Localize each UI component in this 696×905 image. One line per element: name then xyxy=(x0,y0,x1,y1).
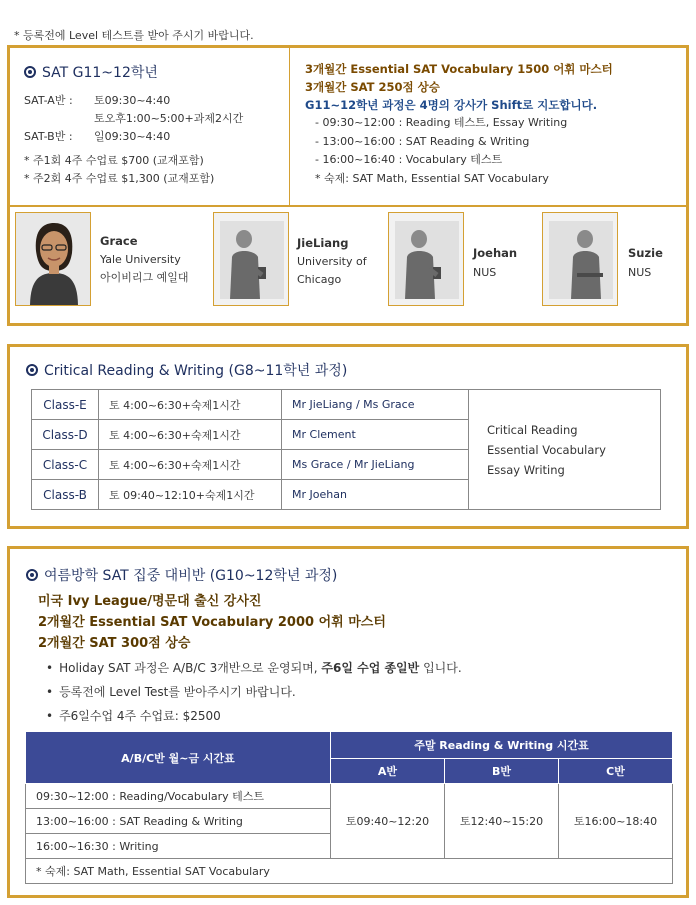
highlight-line: 2개월간 Essential SAT Vocabulary 2000 어휘 마스터 xyxy=(38,615,386,630)
class-time: 토 4:00~6:30+숙제1시간 xyxy=(99,390,282,420)
circle-bullet-icon xyxy=(24,66,36,78)
weekday-slot: 16:00~16:30 : Writing xyxy=(26,834,331,859)
table-row xyxy=(32,390,661,420)
subject-line: Critical Reading xyxy=(487,422,578,437)
class-name: Class-C xyxy=(32,450,99,480)
teacher-grace xyxy=(15,212,91,306)
table-header-row xyxy=(26,732,673,759)
class-b-time: 토12:40~15:20 xyxy=(445,784,559,859)
summer-title xyxy=(26,565,337,585)
schedule-row xyxy=(24,128,275,146)
schedule-value: 토오후1:00~5:00+과제2시간 xyxy=(94,112,244,125)
teacher-photo xyxy=(213,212,289,306)
highlight-line: 미국 Ivy League/명문대 출신 강사진 xyxy=(38,594,262,609)
list-item: - 09:30~12:00 : Reading 테스트, Essay Writing xyxy=(315,116,568,129)
class-teacher: Mr JieLiang / Ms Grace xyxy=(282,390,469,420)
fee-line: * 주1회 4주 수업료 $700 (교재포함) xyxy=(24,154,204,167)
schedule-row xyxy=(24,92,275,110)
schedule-label: SAT-A반 : xyxy=(24,94,73,107)
list-item xyxy=(46,656,462,680)
teacher-info xyxy=(100,251,189,287)
highlight-line: 3개월간 SAT 250점 상승 xyxy=(305,80,440,94)
circle-bullet-icon xyxy=(26,569,38,581)
teacher-info xyxy=(473,264,496,282)
grace-photo-icon xyxy=(16,213,91,306)
person-silhouette-icon xyxy=(543,213,618,306)
bullet-text: 등록전에 Level Test를 받아주시기 바랍니다. xyxy=(59,685,296,699)
dot-icon: • xyxy=(46,709,54,723)
sat-schedule xyxy=(24,92,275,146)
class-teacher: Ms Grace / Mr JieLiang xyxy=(282,450,469,480)
teacher-info xyxy=(628,264,651,282)
weekday-header: A/B/C반 월~금 시간표 xyxy=(26,732,331,784)
critical-reading-panel xyxy=(7,344,689,529)
list-item xyxy=(46,704,462,728)
list-item: - 16:00~16:40 : Vocabulary 테스트 xyxy=(315,153,503,166)
class-name: Class-B xyxy=(32,480,99,510)
class-a-header: A반 xyxy=(331,759,445,784)
sat-fees xyxy=(24,152,275,188)
schedule-label: SAT-B반 : xyxy=(24,130,73,143)
crw-title xyxy=(26,360,347,380)
crw-title-text: Critical Reading & Writing (G8~11학년 과정) xyxy=(44,363,348,379)
teacher-info-line: Yale University xyxy=(100,253,181,266)
class-b-header: B반 xyxy=(445,759,559,784)
dot-icon: • xyxy=(46,685,54,699)
sat-schedule-section xyxy=(10,48,290,205)
weekend-header: 주말 Reading & Writing 시간표 xyxy=(331,732,673,759)
teacher-info xyxy=(297,253,367,289)
sat-title xyxy=(24,62,275,82)
teacher-name: Suzie xyxy=(628,246,663,260)
weekday-slot: 09:30~12:00 : Reading/Vocabulary 테스트 xyxy=(26,784,331,809)
weekday-slot: 13:00~16:00 : SAT Reading & Writing xyxy=(26,809,331,834)
schedule-row xyxy=(24,110,275,128)
class-a-time: 토09:40~12:20 xyxy=(331,784,445,859)
table-row xyxy=(26,784,673,809)
teacher-name: Joehan xyxy=(473,246,518,260)
highlight-shift-line: G11~12학년 과정은 4명의 강사가 Shift로 지도합니다. xyxy=(305,98,598,112)
teacher-name: Grace xyxy=(100,234,138,248)
highlight-line: 2개월간 SAT 300점 상승 xyxy=(38,636,191,651)
teacher-photo xyxy=(15,212,91,306)
teacher-info-line: NUS xyxy=(473,266,497,279)
summer-title-text: 여름방학 SAT 집중 대비반 (G10~12학년 과정) xyxy=(44,568,338,584)
summer-highlights xyxy=(38,591,386,654)
sat-title-text: SAT G11~12학년 xyxy=(42,65,158,81)
teacher-info-line: 아이비리그 예일대 xyxy=(100,271,189,284)
class-c-header: C반 xyxy=(559,759,673,784)
class-subjects xyxy=(469,390,661,510)
summer-bullets xyxy=(46,656,462,728)
homework-note: * 숙제: SAT Math, Essential SAT Vocabulary xyxy=(26,859,673,884)
teacher-photo xyxy=(388,212,464,306)
bullet-text-part: Holiday SAT 과정은 A/B/C 3개반으로 운영되며, xyxy=(59,661,322,675)
class-table xyxy=(31,389,661,510)
bullet-text: 주6일수업 4주 수업료: $2500 xyxy=(59,709,221,723)
dot-icon: • xyxy=(46,661,54,675)
class-time: 토 4:00~6:30+숙제1시간 xyxy=(99,450,282,480)
list-item xyxy=(46,680,462,704)
class-name: Class-E xyxy=(32,390,99,420)
class-teacher: Mr Clement xyxy=(282,420,469,450)
list-item: * 숙제: SAT Math, Essential SAT Vocabulary xyxy=(315,171,549,185)
bullet-text-bold: 주6일 수업 종일반 xyxy=(321,661,420,675)
divider xyxy=(10,205,686,207)
class-teacher: Mr Joehan xyxy=(282,480,469,510)
registration-note: * 등록전에 Level 테스트를 받아 주시기 바랍니다. xyxy=(14,29,254,42)
schedule-label xyxy=(24,110,94,128)
person-silhouette-icon xyxy=(214,213,289,306)
schedule-value: 토09:30~4:40 xyxy=(94,94,171,107)
teacher-name: JieLiang xyxy=(297,236,349,250)
teacher-suzie xyxy=(542,212,618,306)
fee-line: * 주2회 4주 수업료 $1,300 (교재포함) xyxy=(24,172,215,185)
teacher-joehan xyxy=(388,212,464,306)
bullet-text-part: 입니다. xyxy=(419,661,462,675)
teacher-list xyxy=(10,208,686,323)
teacher-info-line: NUS xyxy=(628,266,652,279)
teacher-info-line: Chicago xyxy=(297,273,342,286)
list-item: - 13:00~16:00 : SAT Reading & Writing xyxy=(315,134,530,148)
class-c-time: 토16:00~18:40 xyxy=(559,784,673,859)
bullet-text xyxy=(59,656,462,680)
teacher-info-line: University of xyxy=(297,255,367,268)
highlight-line: 3개월간 Essential SAT Vocabulary 1500 어휘 마스터 xyxy=(305,62,613,76)
class-time: 토 4:00~6:30+숙제1시간 xyxy=(99,420,282,450)
subject-line: Essay Writing xyxy=(487,462,565,477)
class-time: 토 09:40~12:10+숙제1시간 xyxy=(99,480,282,510)
sat-highlights-section xyxy=(291,48,686,205)
table-footer-row xyxy=(26,859,673,884)
sat-g11-12-panel xyxy=(7,45,689,326)
schedule-value: 일09:30~4:40 xyxy=(94,130,171,143)
sat-item-list xyxy=(315,114,672,188)
summer-sat-panel xyxy=(7,546,689,898)
subject-line: Essential Vocabulary xyxy=(487,442,606,457)
summer-timetable xyxy=(25,731,673,884)
teacher-photo xyxy=(542,212,618,306)
teacher-jieliang xyxy=(213,212,289,306)
circle-bullet-icon xyxy=(26,364,38,376)
class-name: Class-D xyxy=(32,420,99,450)
person-silhouette-icon xyxy=(389,213,464,306)
